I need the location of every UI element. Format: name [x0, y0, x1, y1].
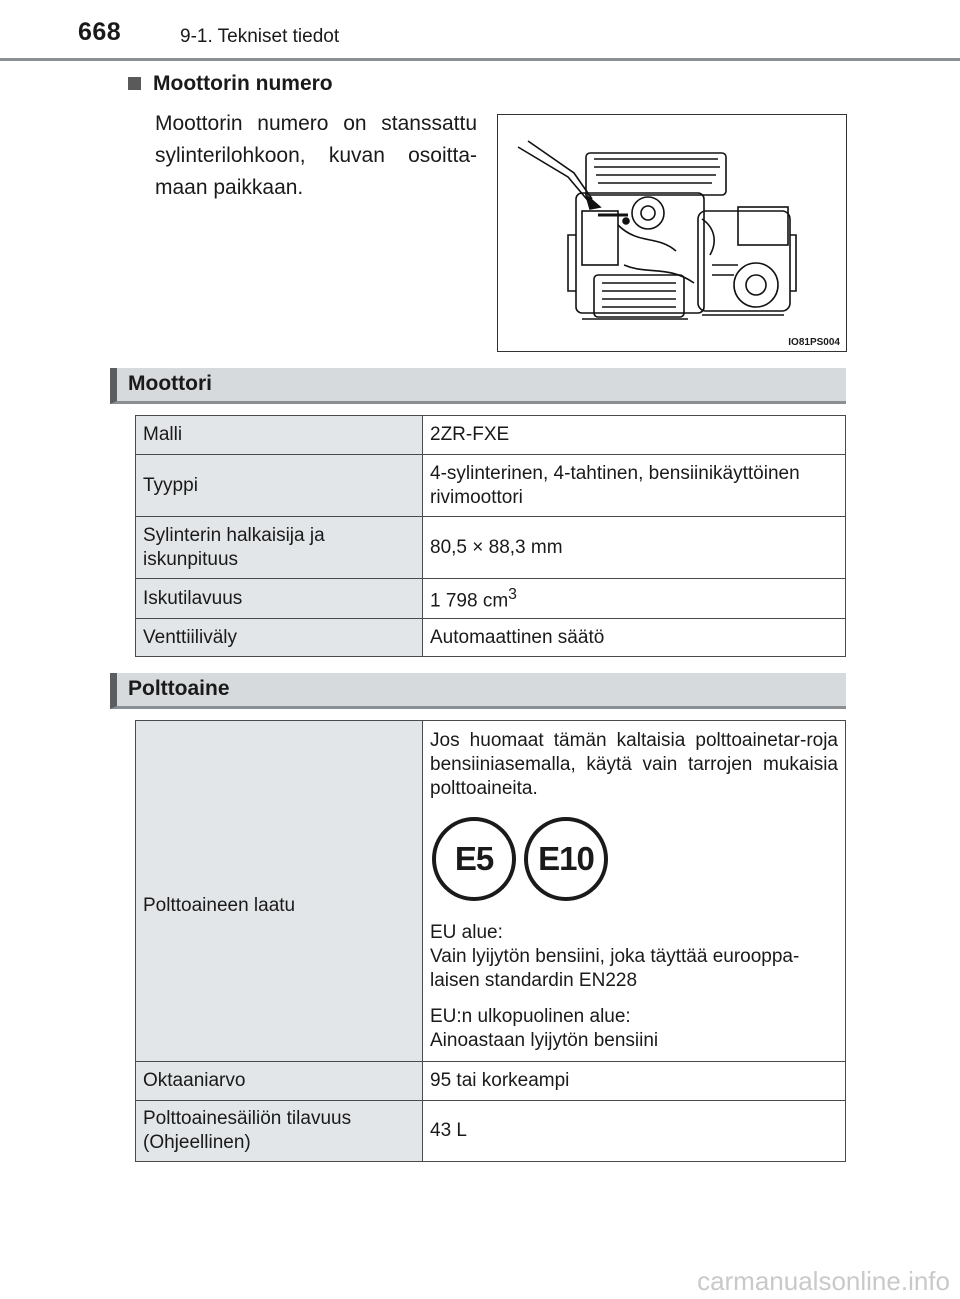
table-row	[136, 721, 846, 1062]
engine-illustration	[497, 114, 847, 352]
watermark: carmanualsonline.info	[697, 1266, 950, 1296]
figure-code: IO81PS004	[788, 337, 840, 348]
spec-key: Malli	[136, 416, 423, 455]
spec-value: 43 L	[423, 1101, 846, 1162]
fuel-quality-cell	[423, 721, 846, 1062]
fuel-eu-region: EU alue: Vain lyijytön bensiini, joka täyttää eurooppa-laisen standardin EN228	[430, 922, 800, 991]
page-number: 668	[78, 18, 122, 46]
table-row	[136, 1062, 846, 1101]
header-rule	[0, 58, 960, 61]
table-row	[136, 1101, 846, 1162]
engine-number-heading	[128, 72, 333, 96]
spec-key: Polttoainesäiliön tilavuus (Ohjeellinen)	[136, 1101, 423, 1162]
engine-section-title: Moottori	[128, 372, 212, 395]
engine-section-header	[110, 368, 846, 404]
table-row	[136, 579, 846, 619]
square-bullet-icon	[128, 77, 141, 90]
spec-value: 80,5 × 88,3 mm	[423, 517, 846, 579]
engine-drawing-icon	[498, 115, 846, 351]
fuel-quality-intro: Jos huomaat tämän kaltaisia polttoainetar-roja bensiiniasemalla, käytä vain tarrojen mukaisia polttoaineita.	[430, 730, 838, 799]
table-row	[136, 517, 846, 579]
fuel-spec-table	[135, 720, 846, 1162]
fuel-section-title: Polttoaine	[128, 677, 230, 700]
engine-number-text: Moottorin numero on stanssattu sylinterilohkoon, kuvan osoitta-maan paikkaan.	[155, 112, 477, 199]
table-row	[136, 619, 846, 657]
spec-key: Iskutilavuus	[136, 579, 423, 619]
spec-value: Automaattinen säätö	[423, 619, 846, 657]
spec-value: 95 tai korkeampi	[423, 1062, 846, 1101]
spec-key: Tyyppi	[136, 455, 423, 517]
spec-key: Oktaaniarvo	[136, 1062, 423, 1101]
table-row	[136, 416, 846, 455]
fuel-non-eu-region: EU:n ulkopuolinen alue: Ainoastaan lyijytön bensiini	[430, 1006, 659, 1051]
spec-value: 2ZR-FXE	[423, 416, 846, 455]
engine-spec-table	[135, 415, 846, 657]
e10-fuel-badge: E10	[524, 817, 608, 901]
spec-key: Venttiiliväly	[136, 619, 423, 657]
displacement-unit-exponent: 3	[508, 586, 517, 604]
spec-value-displacement	[423, 579, 846, 619]
e5-fuel-badge: E5	[432, 817, 516, 901]
displacement-value: 1 798 cm	[430, 590, 509, 612]
fuel-section-header	[110, 673, 846, 709]
spec-key: Sylinterin halkaisija ja iskunpituus	[136, 517, 423, 579]
engine-number-title: Moottorin numero	[153, 72, 333, 95]
table-row	[136, 455, 846, 517]
spec-key: Polttoaineen laatu	[136, 721, 423, 1062]
spec-value: 4-sylinterinen, 4-tahtinen, bensiinikäyttöinen rivimoottori	[423, 455, 846, 517]
chapter-title: 9-1. Tekniset tiedot	[180, 26, 340, 47]
fuel-label-badges	[432, 817, 838, 901]
